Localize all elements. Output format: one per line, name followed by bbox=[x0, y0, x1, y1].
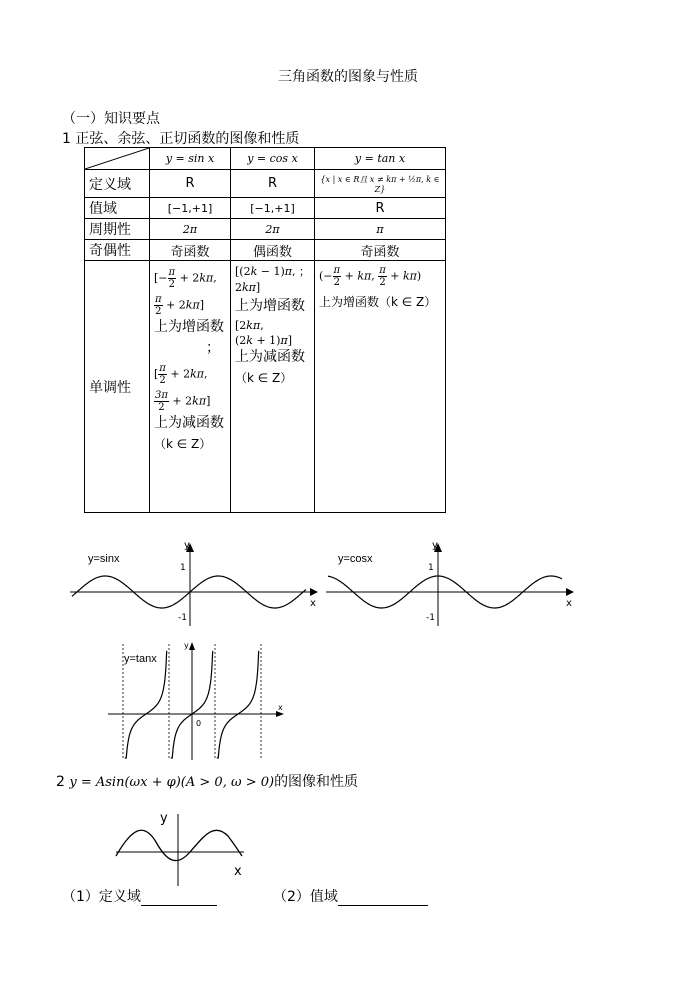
monotonic-tan: (− $\frac{\pi}{2}$ + kπ, $\frac{\pi}{2}$ + kπ) 上为增函数（k ∈ Z） bbox=[315, 261, 446, 513]
subsection-heading-graphs-properties: 1 正弦、余弦、正切函数的图像和性质 bbox=[62, 131, 300, 147]
range-tan: R bbox=[315, 198, 446, 219]
sin-x-label: x bbox=[310, 598, 316, 609]
tan-y-arrow-icon bbox=[189, 642, 195, 650]
range-answer-blank[interactable] bbox=[338, 891, 428, 906]
cos-graph bbox=[322, 540, 578, 628]
cos-x-arrow-icon bbox=[566, 588, 574, 596]
cos-graph-label: y=cosx bbox=[338, 553, 373, 565]
tan-origin-label: 0 bbox=[196, 719, 202, 728]
cos-one-label: 1 bbox=[428, 563, 434, 573]
period-tan: π bbox=[315, 219, 446, 240]
general-sine-graph bbox=[110, 808, 260, 888]
domain-sin: R bbox=[150, 170, 231, 198]
tan-branch bbox=[217, 651, 259, 758]
header-tan: y = tan x bbox=[315, 148, 446, 170]
range-sin: [−1,+1] bbox=[150, 198, 231, 219]
row-label-domain: 定义域 bbox=[85, 170, 150, 198]
cos-minus-one-label: -1 bbox=[426, 613, 435, 623]
row-label-monotonic: 单调性 bbox=[85, 261, 150, 513]
corner-cell bbox=[85, 148, 150, 170]
domain-tan: {x | x ∈ R且 x ≠ kπ + ½π, k ∈ Z} bbox=[315, 170, 446, 198]
question-range: （2）值域 bbox=[273, 886, 428, 906]
row-label-range: 值域 bbox=[85, 198, 150, 219]
header-cos: y = cos x bbox=[231, 148, 315, 170]
parity-cos: 偶函数 bbox=[231, 240, 315, 261]
general-sine-curve bbox=[116, 830, 242, 860]
cos-y-label: y bbox=[432, 540, 438, 551]
sin-one-label: 1 bbox=[180, 563, 186, 573]
general-sine-formula: y = Asin(ωx + φ)(A > 0, ω > 0) bbox=[69, 775, 275, 790]
monotonic-sin: [− $\frac{\pi}{2}$ + 2kπ, $\frac{\pi}{2}$ + 2kπ] 上为增函数 ； [ $\frac{\pi}{2}$ + 2kπ, $\frac{3\pi}{2}$ + 2kπ] 上为减函数 （k ∈ Z） bbox=[150, 261, 231, 513]
general-y-label: y bbox=[160, 811, 168, 826]
sin-minus-one-label: -1 bbox=[178, 613, 187, 623]
section-heading-general-sine: 2 y = Asin(ωx + φ)(A > 0, ω > 0)的图像和性质 bbox=[56, 774, 359, 790]
monotonic-cos: [(2k − 1)π, ； 2kπ] 上为增函数 [2kπ, (2k + 1)π] 上为减函数 （k ∈ Z） bbox=[231, 261, 315, 513]
period-cos: 2π bbox=[231, 219, 315, 240]
sin-graph bbox=[66, 540, 322, 628]
diagonal-line bbox=[85, 148, 149, 169]
domain-answer-blank[interactable] bbox=[141, 891, 217, 906]
parity-tan: 奇函数 bbox=[315, 240, 446, 261]
properties-table bbox=[84, 147, 446, 513]
sin-graph-label: y=sinx bbox=[88, 553, 120, 565]
tan-graph-label: y=tanx bbox=[124, 653, 157, 665]
cos-x-label: x bbox=[566, 598, 572, 609]
general-x-label: x bbox=[234, 864, 242, 879]
range-cos: [−1,+1] bbox=[231, 198, 315, 219]
row-label-period: 周期性 bbox=[85, 219, 150, 240]
tan-y-label: y bbox=[184, 641, 189, 650]
sin-x-arrow-icon bbox=[310, 588, 318, 596]
tan-branch bbox=[125, 651, 167, 758]
tan-graph bbox=[104, 640, 286, 762]
row-label-parity: 奇偶性 bbox=[85, 240, 150, 261]
section-heading-knowledge: （一）知识要点 bbox=[62, 111, 160, 127]
tan-x-label: x bbox=[278, 703, 283, 712]
period-sin: 2π bbox=[150, 219, 231, 240]
question-domain: （1）定义域 bbox=[62, 886, 217, 906]
domain-cos: R bbox=[231, 170, 315, 198]
page-title: 三角函数的图象与性质 bbox=[278, 69, 418, 85]
header-sin: y = sin x bbox=[150, 148, 231, 170]
sin-y-label: y bbox=[184, 540, 190, 551]
parity-sin: 奇函数 bbox=[150, 240, 231, 261]
